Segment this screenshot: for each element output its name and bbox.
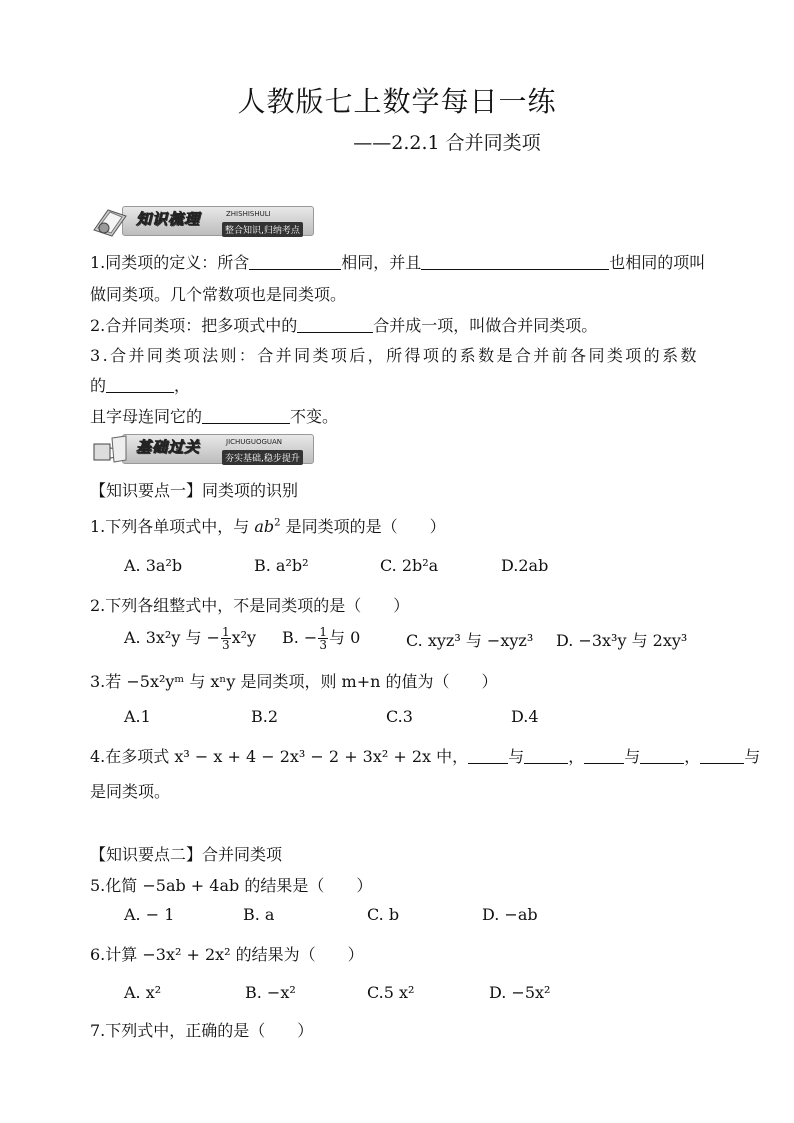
q3-option-a: A.1 (124, 707, 151, 726)
q6-option-d: D. −5x² (489, 983, 551, 1002)
q2-option-c: C. xyz³ 与 −xyz³ (406, 631, 534, 650)
knowledge-3c: 且字母连同它的 不变。 (90, 407, 339, 426)
section-heading-1: 【知识要点一】同类项的识别 (90, 481, 299, 500)
q6-option-a: A. x² (124, 983, 162, 1002)
q3-option-c: C.3 (386, 707, 413, 726)
question-2: 2.下列各组整式中，不是同类项的是（ ） (90, 596, 410, 615)
q1-option-c: C. 2b²a (380, 556, 439, 575)
knowledge-3b: 的 ， (90, 376, 191, 395)
knowledge-2: 2.合并同类项：把多项式中的 合并成一项，叫做合并同类项。 (90, 316, 598, 335)
knowledge-3: 3.合并同类项法则：合并同类项后，所得项的系数是合并前各同类项的系数 (90, 346, 699, 365)
question-4: 4.在多项式 x³ − x + 4 − 2x³ − 2 + 3x² + 2x 中， 与 ， 与 ， 与 (90, 747, 761, 766)
q2-option-a: A. 3x²y 与 − $\frac{1}{3}$ x²y (124, 625, 257, 652)
section-heading-2: 【知识要点二】合并同类项 (90, 845, 283, 864)
q5-option-c: C. b (367, 905, 400, 924)
q6-option-c: C.5 x² (367, 983, 415, 1002)
knowledge-1: 1.同类项的定义：所含 相同，并且 也相同的项叫 (90, 253, 706, 272)
question-7: 7.下列式中，正确的是（ ） (90, 1021, 314, 1040)
q1-option-b: B. a²b² (254, 556, 309, 575)
section-banner-basics (90, 430, 320, 466)
q2-option-d: D. −3x³y 与 2xy³ (556, 631, 688, 650)
question-4b: 是同类项。 (90, 782, 171, 801)
banner-caption: 基础过关 (136, 438, 201, 456)
knowledge-1b: 做同类项。几个常数项也是同类项。 (90, 285, 347, 304)
question-1: 1.下列各单项式中，与 $ab^2$ 是同类项的是（ ） (90, 517, 446, 536)
question-3: 3.若 −5x²yᵐ 与 xⁿy 是同类项，则 m+n 的值为（ ） (90, 672, 498, 691)
banner-sub: 整合知识,归纳考点 (222, 222, 303, 237)
q2-option-b: B. − $\frac{1}{3}$ 与 0 (282, 625, 361, 652)
cup-icon (90, 430, 130, 466)
q3-option-d: D.4 (511, 707, 539, 726)
q5-option-d: D. −ab (482, 905, 538, 924)
question-6: 6.计算 −3x² + 2x² 的结果为（ ） (90, 945, 364, 964)
banner-pinyin: ZHISHISHULI (226, 210, 271, 218)
page-title: 人教版七上数学每日一练 (237, 85, 557, 118)
page-subtitle: ——2.2.1 合并同类项 (353, 132, 541, 154)
q6-option-b: B. −x² (245, 983, 296, 1002)
question-5: 5.化简 −5ab + 4ab 的结果是（ ） (90, 876, 373, 895)
banner-pinyin: JICHUGUOGUAN (226, 438, 283, 446)
q5-option-b: B. a (243, 905, 275, 924)
q5-option-a: A. − 1 (124, 905, 175, 924)
section-banner-knowledge (90, 202, 320, 238)
q3-option-b: B.2 (251, 707, 279, 726)
q1-option-d: D.2ab (501, 556, 549, 575)
q1-option-a: A. 3a²b (124, 556, 183, 575)
book-icon (90, 202, 130, 238)
banner-sub: 夯实基础,稳步提升 (222, 450, 303, 465)
banner-caption: 知识梳理 (136, 210, 201, 228)
